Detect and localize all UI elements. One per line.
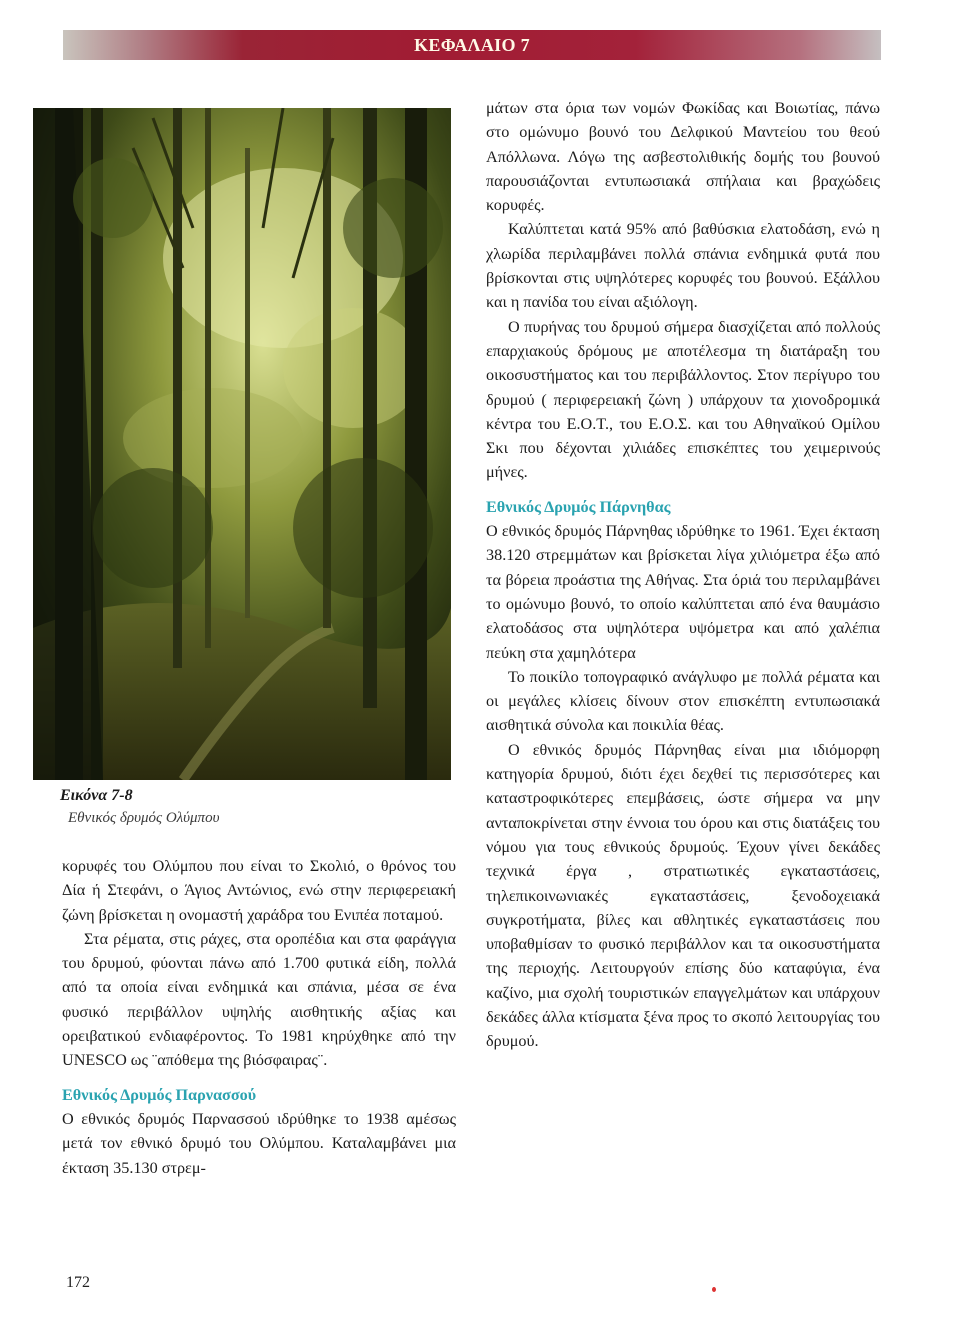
paragraph: Το ποικίλο τοπογραφικό ανάγλυφο με πολλά ρέματα και οι μεγάλες κλίσεις δίνουν στον επισκέπτη εντυπωσιακά αισθητικά σύνολα και ποικιλία θέας. (486, 667, 880, 735)
chapter-title: ΚΕΦΑΛΑΙΟ 7 (414, 35, 530, 55)
section-heading-parnitha: Εθνικός Δρυμός Πάρνηθας (486, 497, 671, 516)
paragraph: Ο εθνικός δρυμός Πάρνηθας ιδρύθηκε το 1961. Έχει έκταση 38.120 στρεμμάτων και βρίσκεται λίγα χιλιόμετρα έξω από τα βόρεια προάστια της Αθήνας. Στα όριά του περιλαμβάνει το ομώνυμο βουνό, το οποίο καλύπτεται από ένα θαυμάσιο ελατοδάσος στα υψηλότερα υψόμετρα και από χαλέπια πεύκη στα χαμηλότερα (486, 522, 880, 662)
figure-caption (60, 785, 260, 829)
right-column (486, 96, 880, 1054)
paragraph: μάτων στα όρια των νομών Φωκίδας και Βοιωτίας, πάνω στο ομώνυμο βουνό του Δελφικού Μαντείου του θεού Απόλλωνα. Λόγω της ασβεστολιθικής δομής του βουνού παρουσιάζονται εντυπωσιακά σπήλαια και βραχώδεις κορυφές. (486, 99, 880, 215)
figure-number: Εικόνα 7-8 (60, 787, 133, 804)
paragraph: Καλύπτεται κατά 95% από βαθύσκια ελατοδάση, ενώ η χλωρίδα περιλαμβάνει πολλά σπάνια ενδημικά φυτά που βρίσκονται στις υψηλότερες κορυφές του βουνού. Εξάλλου και η πανίδα του είναι αξιόλογη. (486, 220, 880, 312)
paragraph: Ο πυρήνας του δρυμού σήμερα διασχίζεται από πολλούς επαρχιακούς δρόμους με αποτέλεσμα τη διατάραξη του οικοσυστήματος και του περιβάλλοντος. Στον περίγυρο του δρυμού ( περιφερειακή ζώνη ) υπάρχουν τα χιονοδρομικά κέντρα του Ε.Ο.Τ., του Ε.Ο.Σ. και του Αθηναϊκού Ομίλου Σκι που δέχονται χιλιάδες επισκέπτες του χειμερινούς μήνες. (486, 317, 880, 482)
left-column (62, 854, 456, 1180)
paragraph: Στα ρέματα, στις ράχες, στα οροπέδια και στα φαράγγια του δρυμού, φύονται πάνω από 1.700 φυτικά είδη, πολλά από τα οποία είναι ενδημικά και σπάνια, μέσα σε ένα φυσικό περιβάλλον υψηλής αισθητικής αξίας και ορειβατικού ενδιαφέροντος. Το 1981 κηρύχθηκε από την UNESCO ως ¨απόθεμα της βιόσφαιρας¨. (62, 929, 456, 1070)
chapter-header-bar (63, 30, 881, 60)
paragraph: Ο εθνικός δρυμός Πάρνηθας είναι μια ιδιόμορφη κατηγορία δρυμού, διότι έχει δεχθεί τις περισσότερες και καταστροφικότερες επεμβάσεις, ώστε σήμερα να μην ανταποκρίνεται στην έννοια του όρου και στις διατάξεις του νόμου για τους εθνικούς δρυμούς. Έχουν γίνει δεκάδες τεχνικά έργα , στρατιωτικές εγκαταστάσεις, τηλεπικοινωνιακές εγκαταστάσεις, ξενοδοχειακά συγκροτήματα, βίλες και αθλητικές εγκαταστάσεις που υποβαθμίσαν το φυσικό περιβάλλον και τα οικοσυστήματα της περιοχής. Λειτουργούν επίσης δύο καταφύγια, ένα καζίνο, μια σχολή τουριστικών επαγγελμάτων και υπάρχουν δεκάδες άλλα κτίσματα ξένα προς το σκοπό λειτουργίας του δρυμού. (486, 740, 880, 1051)
figure-caption-text: Εθνικός δρυμός Ολύμπου (68, 810, 220, 826)
section-heading-parnassos: Εθνικός Δρυμός Παρνασσού (62, 1085, 257, 1104)
forest-photo (33, 108, 451, 780)
page-number: 172 (66, 1274, 90, 1291)
paragraph: Ο εθνικός δρυμός Παρνασσού ιδρύθηκε το 1938 αμέσως μετά τον εθνικό δρυμό του Ολύμπου. Καταλαμβάνει μια έκταση 35.130 στρεμ- (62, 1109, 456, 1177)
print-mark (712, 1287, 716, 1292)
paragraph: κορυφές του Ολύμπου που είναι το Σκολιό, ο θρόνος του Δία ή Στεφάνι, ο Άγιος Αντώνιος, ενώ στην περιφερειακή ζώνη βρίσκεται η ονομαστή χαράδρα του Ενιπέα ποταμού. (62, 857, 456, 924)
